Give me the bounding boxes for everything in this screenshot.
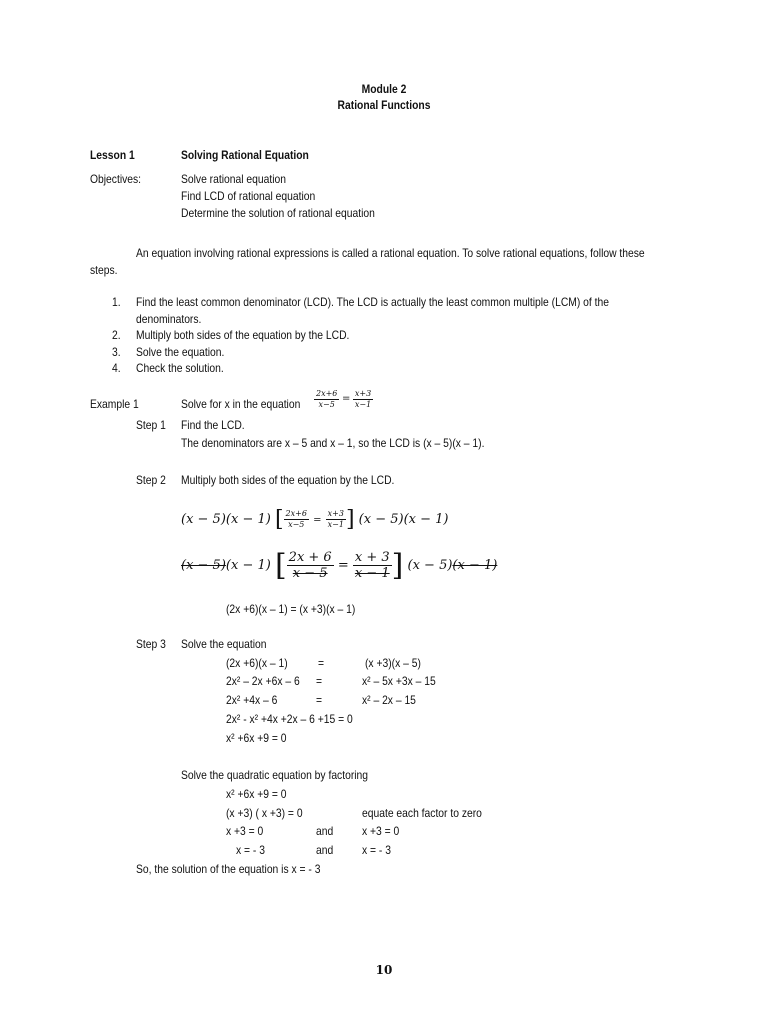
example-equation: $\frac{2x+6}{x-5}$ = $\frac{x+3}{x-1}$ [316,389,372,409]
example-label: Example 1 [90,397,139,411]
step1-title: Find the LCD. [181,418,245,432]
lesson-label: Lesson 1 [90,148,135,162]
intro-line-2: steps. [90,263,118,277]
step-text: Multiply both sides of the equation by the LCD. [136,328,350,342]
factoring-line: x² +6x +9 = 0 [226,787,287,801]
objective-item: Find LCD of rational equation [181,189,316,203]
step1-text: The denominators are x – 5 and x – 1, so the LCD is (x – 5)(x – 1). [181,436,485,450]
lesson-title: Solving Rational Equation [181,148,309,162]
module-heading: Module 2 [361,82,407,96]
step-number: 1. [112,295,121,309]
step2-result: (2x +6)(x – 1) = (x +3)(x – 1) [226,602,356,616]
step2-title: Multiply both sides of the equation by the LCD. [181,473,395,487]
step-number: 4. [112,361,121,375]
factoring-title: Solve the quadratic equation by factoring [181,768,369,782]
factoring-line: x = - 3 [362,843,391,857]
step3-title: Solve the equation [181,637,267,651]
step-text: Solve the equation. [136,345,225,359]
work-lhs: (2x +6)(x – 1) [226,656,288,670]
example-prompt: Solve for x in the equation [181,397,301,411]
work-equals: = [318,656,325,670]
work-line: 2x² - x² +4x +2x – 6 +15 = 0 [226,712,353,726]
step1-label: Step 1 [136,418,166,432]
step-number: 2. [112,328,121,342]
intro-line-1: An equation involving rational expressions is called a rational equation. To solve rational equations, follow these [136,246,645,260]
objectives-label: Objectives: [90,172,142,186]
step-text: Check the solution. [136,361,224,375]
work-equals: = [316,693,323,707]
factoring-line: x = - 3 [236,843,265,857]
work-lhs: 2x² – 2x +6x – 6 [226,674,300,688]
step-text: denominators. [136,312,202,326]
work-rhs: x² – 5x +3x – 15 [362,674,436,688]
work-line: x² +6x +9 = 0 [226,731,287,745]
factoring-note: equate each factor to zero [362,806,482,820]
topic-heading: Rational Functions [337,98,431,112]
work-rhs: x² – 2x – 15 [362,693,416,707]
step2-equation-2: (x − 5)(x − 1) [ $\frac{2x + 6}{x - 5}$ = $\frac{x + 3}{x - 1}$ ] (x − 5)(x − 1) [181,548,498,583]
objective-item: Determine the solution of rational equation [181,206,375,220]
factoring-line: x +3 = 0 [362,824,400,838]
work-rhs: (x +3)(x – 5) [365,656,421,670]
factoring-and: and [316,824,334,838]
factoring-line: x +3 = 0 [226,824,264,838]
step-text: Find the least common denominator (LCD). The LCD is actually the least common multiple (LCM) of the [136,295,610,309]
work-equals: = [316,674,323,688]
work-lhs: 2x² +4x – 6 [226,693,278,707]
factoring-and: and [316,843,334,857]
step3-label: Step 3 [136,637,166,651]
step2-equation-1: (x − 5)(x − 1) [ $\frac{2x+6}{x-5}$ = $\frac{x+3}{x-1}$ ] (x − 5)(x − 1) [181,507,449,532]
step-number: 3. [112,345,121,359]
page-number: 10 [375,963,393,977]
objective-item: Solve rational equation [181,172,287,186]
step2-label: Step 2 [136,473,166,487]
conclusion: So, the solution of the equation is x = - 3 [136,862,321,876]
factoring-line: (x +3) ( x +3) = 0 [226,806,303,820]
